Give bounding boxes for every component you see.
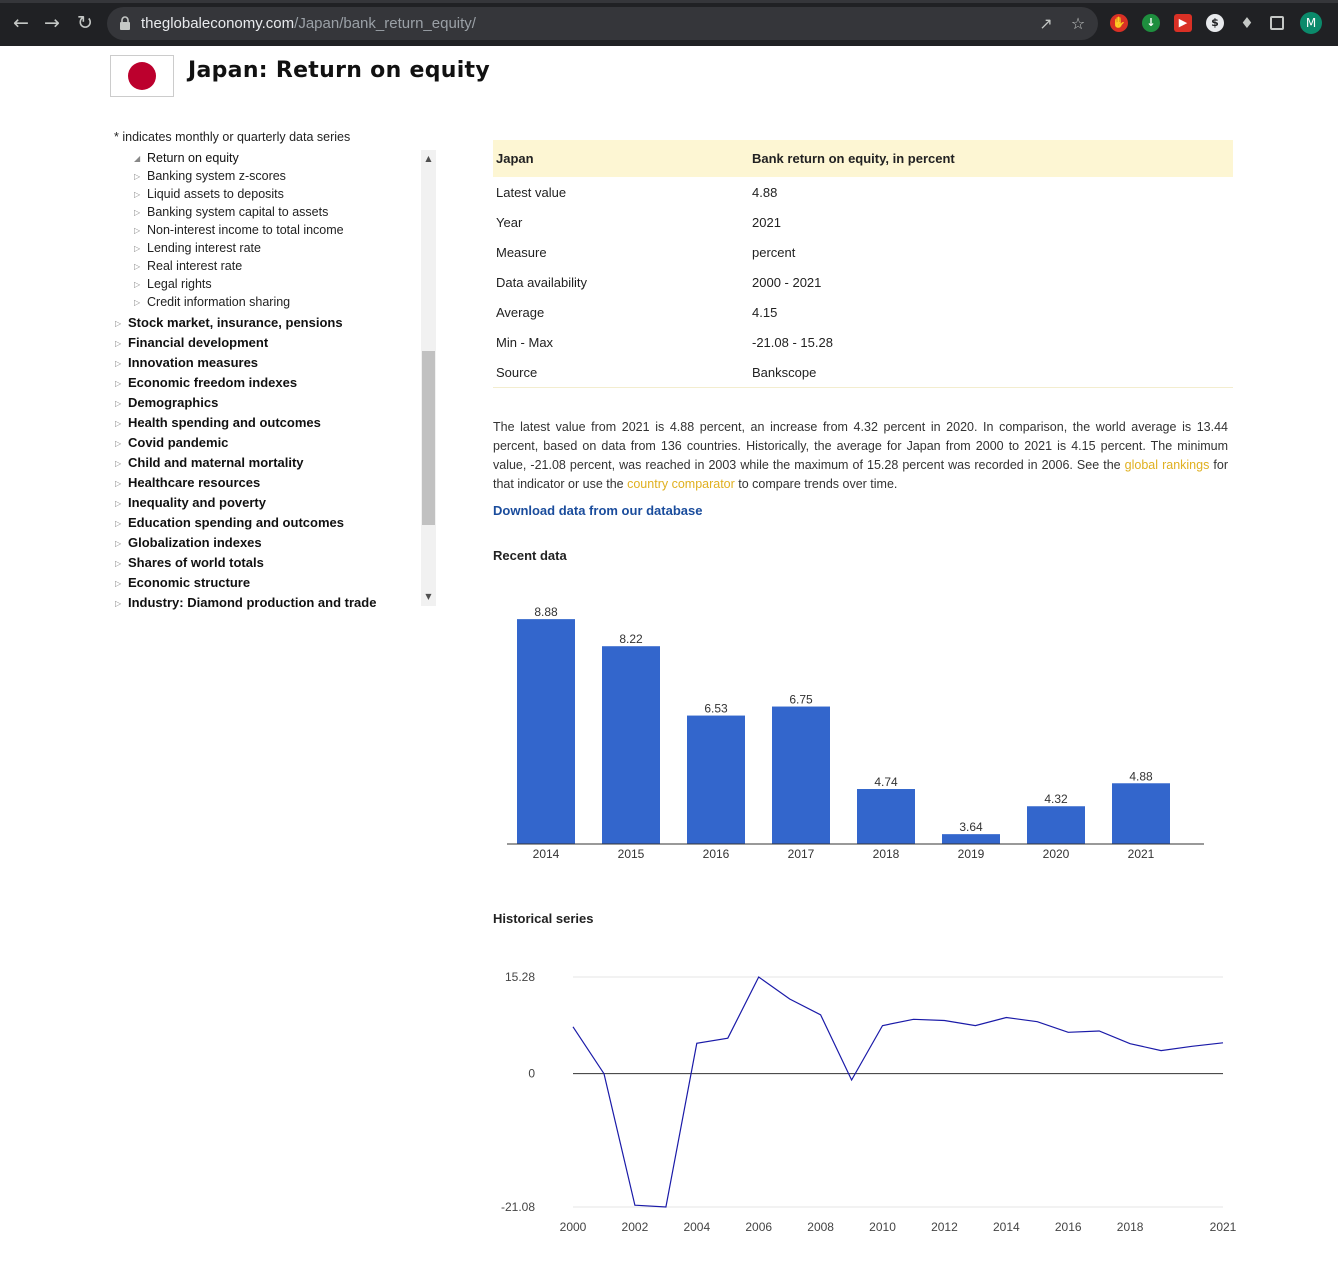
lock-icon: [119, 16, 131, 30]
x-tick-label: 2021: [1209, 1220, 1237, 1234]
x-tick-label: 2006: [745, 1220, 773, 1234]
sidebar-category-label: Healthcare resources: [128, 475, 261, 490]
sidebar-subitem[interactable]: [134, 169, 286, 183]
x-tick-label: 2012: [931, 1220, 958, 1234]
sidebar-subitem[interactable]: [134, 187, 284, 201]
sidebar-category[interactable]: [115, 395, 218, 410]
info-row-value: 2021: [752, 215, 781, 230]
bar-value-label: 3.64: [959, 820, 983, 835]
collapsed-triangle-icon[interactable]: ▷: [134, 172, 141, 182]
sidebar-category-label: Covid pandemic: [128, 435, 229, 450]
collapsed-triangle-icon[interactable]: ▷: [134, 190, 141, 200]
sidebar-category-label: Stock market, insurance, pensions: [128, 315, 343, 330]
sidebar-subitem-label: Liquid assets to deposits: [147, 187, 284, 201]
info-table-header: [493, 140, 1233, 177]
sidebar-category-label: Financial development: [128, 335, 269, 350]
collapsed-triangle-icon[interactable]: ▷: [134, 208, 141, 218]
bar-value-label: 4.32: [1044, 792, 1068, 807]
expanded-triangle-icon[interactable]: ◢: [134, 154, 141, 164]
bar-2017[interactable]: [772, 707, 830, 844]
sidebar-category-label: Demographics: [128, 395, 219, 410]
collapsed-triangle-icon[interactable]: ▷: [115, 319, 122, 329]
url-text[interactable]: theglobaleconomy.com/Japan/bank_return_equity/: [141, 15, 476, 32]
summary-text: The latest value from 2021 is 4.88 percent, an increase from 4.32 percent in 2020. In comparison, the world average is 13.44 percent, based on data from 136 countries. Historically, the average for Japan from 2000 to 2021 is 4.15 percent. The minimum value, -21.08 percent, was reached in 2003 while the maximum of 15.28 percent was recorded in 2006. See the global rankings for that indicator or use the country comparator to compare trends over time.: [493, 420, 1228, 491]
address-bar[interactable]: [107, 7, 1098, 40]
sidebar-subitem-label: Non-interest income to total income: [147, 223, 344, 237]
share-icon[interactable]: ↗: [1039, 14, 1053, 33]
bar-value-label: 6.53: [704, 701, 728, 716]
info-row-value: 4.15: [752, 305, 778, 320]
sidebar-category[interactable]: [115, 495, 266, 510]
collapsed-triangle-icon[interactable]: ▷: [115, 399, 122, 409]
bar-category-label: 2020: [1042, 847, 1070, 861]
bar-2018[interactable]: [857, 789, 915, 844]
sidebar-subitem[interactable]: [134, 223, 344, 237]
bar-category-label: 2019: [957, 847, 985, 861]
info-row-label: Min - Max: [496, 335, 554, 350]
collapsed-triangle-icon[interactable]: ▷: [115, 539, 122, 549]
collapsed-triangle-icon[interactable]: ▷: [115, 599, 122, 609]
info-row-value: percent: [752, 245, 796, 260]
sidebar-subitem-label: Banking system capital to assets: [147, 205, 329, 219]
collapsed-triangle-icon[interactable]: ▷: [115, 419, 122, 429]
info-row-label: Data availability: [496, 275, 588, 290]
sidebar-category[interactable]: [115, 475, 260, 490]
info-row-label: Measure: [496, 245, 547, 260]
collapsed-triangle-icon[interactable]: ▷: [115, 439, 122, 449]
info-row-value: 2000 - 2021: [752, 275, 822, 290]
collapsed-triangle-icon[interactable]: ▷: [115, 479, 122, 489]
sidebar-subitem-label: Legal rights: [147, 277, 212, 291]
info-row: [493, 327, 1233, 357]
info-country: Japan: [496, 151, 534, 166]
info-row-value: Bankscope: [752, 365, 817, 380]
profile-avatar[interactable]: M: [1300, 12, 1322, 34]
sidebar-subitem[interactable]: [134, 151, 239, 165]
bar-category-label: 2018: [872, 847, 900, 861]
info-row: [493, 267, 1233, 297]
sidebar-subitem[interactable]: [134, 295, 290, 309]
info-row-label: Year: [496, 215, 523, 230]
sidebar-category[interactable]: [115, 375, 297, 390]
currency-extension-icon[interactable]: $: [1206, 14, 1224, 32]
bar-category-label: 2015: [617, 847, 645, 861]
sidebar-subitem-label: Return on equity: [147, 151, 239, 165]
collapsed-triangle-icon[interactable]: ▷: [115, 379, 122, 389]
bar-value-label: 4.88: [1129, 769, 1153, 784]
x-tick-label: 2000: [559, 1220, 587, 1234]
y-tick-label: -21.08: [500, 1200, 535, 1214]
download-data-link[interactable]: Download data from our database: [493, 503, 703, 518]
sidebar-subitem-label: Credit information sharing: [147, 295, 291, 309]
bar-value-label: 4.74: [874, 775, 898, 790]
info-row-label: Source: [496, 365, 538, 380]
sidebar-category[interactable]: [115, 335, 268, 350]
info-row: [493, 237, 1233, 267]
bar-2015[interactable]: [602, 646, 660, 844]
bookmark-star-icon[interactable]: ☆: [1070, 14, 1086, 33]
sidebar-category-label: Economic freedom indexes: [128, 375, 298, 390]
y-tick-label: 0: [528, 1066, 535, 1081]
sidebar-category[interactable]: [115, 435, 228, 450]
sidebar-category-label: Industry: Diamond production and trade: [128, 595, 377, 610]
sidebar-category[interactable]: [115, 575, 250, 590]
bar-2020[interactable]: [1027, 806, 1085, 844]
scroll-down-icon[interactable]: ▼: [425, 592, 432, 601]
sidebar-category-label: Inequality and poverty: [128, 495, 266, 510]
bar-value-label: 8.88: [534, 605, 558, 620]
sidebar-note: * indicates monthly or quarterly data series: [114, 130, 351, 144]
x-tick-label: 2010: [869, 1220, 896, 1234]
x-tick-label: 2004: [683, 1220, 711, 1234]
collapsed-triangle-icon[interactable]: ▷: [134, 280, 141, 290]
sidebar-category-label: Child and maternal mortality: [128, 455, 304, 470]
x-tick-label: 2008: [807, 1220, 834, 1234]
global-rankings-link[interactable]: global rankings: [1124, 458, 1210, 472]
sidebar-category[interactable]: [115, 415, 321, 430]
info-row-value: -21.08 - 15.28: [752, 335, 833, 350]
bar-category-label: 2021: [1127, 847, 1155, 861]
collapsed-triangle-icon[interactable]: ▷: [134, 298, 141, 308]
sidebar-subitem-label: Lending interest rate: [147, 241, 261, 255]
info-row: [493, 177, 1233, 207]
collapsed-triangle-icon[interactable]: ▷: [115, 459, 122, 469]
sidebar-subitem[interactable]: [134, 259, 242, 273]
video-extension-icon[interactable]: ▶: [1174, 14, 1192, 32]
info-row: [493, 207, 1233, 237]
info-indicator: Bank return on equity, in percent: [752, 151, 955, 166]
sidebar-category-label: Economic structure: [128, 575, 251, 590]
sidebar-category[interactable]: [115, 595, 376, 610]
bar-value-label: 8.22: [619, 632, 643, 647]
bar-category-label: 2017: [787, 847, 815, 861]
back-icon[interactable]: ←: [13, 12, 29, 34]
collapsed-triangle-icon[interactable]: ▷: [115, 519, 122, 529]
reload-icon[interactable]: ↻: [77, 12, 93, 34]
sidebar-category[interactable]: [115, 555, 264, 570]
recent-data-bar-chart: [493, 590, 1213, 865]
historical-series-line[interactable]: [573, 977, 1223, 1207]
y-tick-label: 15.28: [504, 970, 535, 984]
collapsed-triangle-icon[interactable]: ▷: [115, 339, 122, 349]
x-tick-label: 2014: [992, 1220, 1020, 1234]
download-extension-icon[interactable]: ↓: [1142, 14, 1160, 32]
country-comparator-link[interactable]: country comparator: [627, 477, 735, 491]
forward-icon[interactable]: →: [44, 12, 60, 34]
info-row-label: Average: [496, 305, 545, 320]
sidebar-tree: [110, 149, 421, 610]
sidebar-subitem[interactable]: [134, 277, 212, 291]
sidebar-category[interactable]: [115, 455, 304, 470]
info-row-value: 4.88: [752, 185, 778, 200]
extensions-puzzle-icon[interactable]: ♦: [1240, 14, 1254, 32]
sidebar-category-label: Globalization indexes: [128, 535, 262, 550]
collapsed-triangle-icon[interactable]: ▷: [134, 244, 141, 254]
scrollbar-thumb[interactable]: [422, 351, 435, 525]
collapsed-triangle-icon[interactable]: ▷: [134, 262, 141, 272]
info-row-label: Latest value: [496, 185, 567, 200]
scroll-up-icon[interactable]: ▲: [425, 154, 432, 163]
sidebar-category-label: Health spending and outcomes: [128, 415, 321, 430]
info-row: [493, 297, 1233, 327]
sidebar-category[interactable]: [115, 535, 262, 550]
bar-2019[interactable]: [942, 834, 1000, 844]
adblock-extension-icon[interactable]: ✋: [1110, 14, 1128, 32]
page-title: Japan: Return on equity: [188, 58, 491, 83]
bar-value-label: 6.75: [789, 692, 813, 707]
bar-2016[interactable]: [687, 716, 745, 844]
side-panel-icon[interactable]: [1270, 16, 1284, 30]
japan-flag: [110, 55, 174, 97]
collapsed-triangle-icon[interactable]: ▷: [115, 499, 122, 509]
x-tick-label: 2018: [1116, 1220, 1144, 1234]
bar-category-label: 2014: [532, 847, 560, 861]
sidebar-subitem-label: Banking system z-scores: [147, 169, 286, 183]
collapsed-triangle-icon[interactable]: ▷: [115, 559, 122, 569]
x-tick-label: 2016: [1054, 1220, 1082, 1234]
sidebar-category[interactable]: [115, 515, 344, 530]
collapsed-triangle-icon[interactable]: ▷: [134, 226, 141, 236]
bar-2014[interactable]: [517, 619, 575, 844]
bar-2021[interactable]: [1112, 783, 1170, 844]
historical-series-line-chart: [493, 960, 1237, 1240]
collapsed-triangle-icon[interactable]: ▷: [115, 579, 122, 589]
sidebar-category[interactable]: [115, 355, 258, 370]
browser-toolbar: [0, 0, 1338, 46]
info-table: [493, 140, 1233, 388]
sidebar-category[interactable]: [115, 315, 343, 330]
collapsed-triangle-icon[interactable]: ▷: [115, 359, 122, 369]
info-row: [493, 357, 1233, 387]
sidebar-category-label: Education spending and outcomes: [128, 515, 344, 530]
sidebar-subitem-label: Real interest rate: [147, 259, 243, 273]
sidebar-scrollbar[interactable]: [421, 150, 436, 606]
sidebar-category-label: Innovation measures: [128, 355, 259, 370]
historical-series-title: Historical series: [493, 911, 594, 926]
sidebar-subitem[interactable]: [134, 241, 261, 255]
bar-category-label: 2016: [702, 847, 730, 861]
x-tick-label: 2002: [621, 1220, 649, 1234]
tab-strip: [0, 0, 1338, 3]
sidebar-subitem[interactable]: [134, 205, 328, 219]
sidebar-category-label: Shares of world totals: [128, 555, 264, 570]
recent-data-title: Recent data: [493, 548, 567, 563]
